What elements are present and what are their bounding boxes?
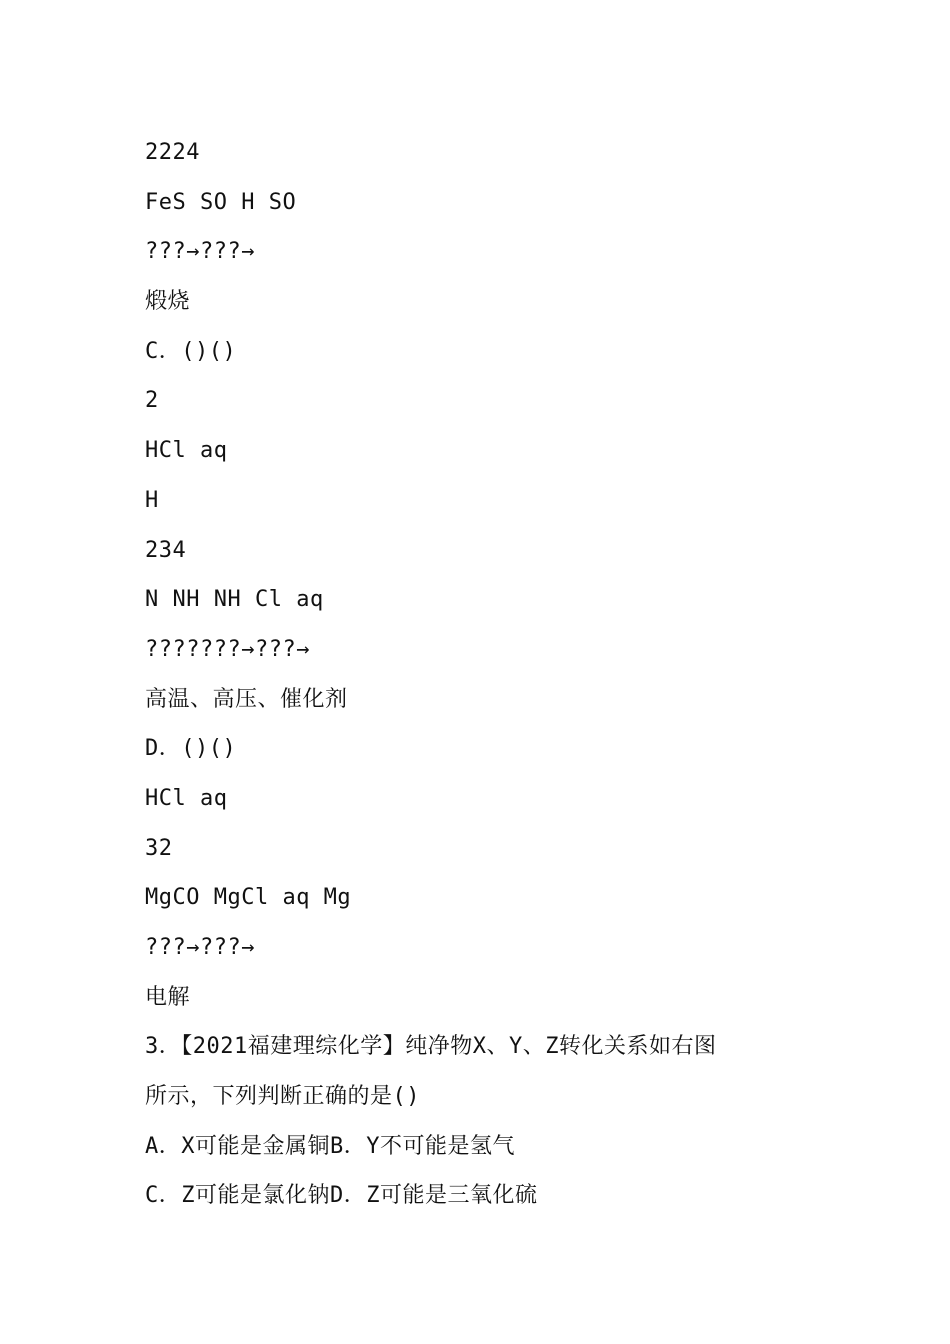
text-line: 2 <box>145 388 159 414</box>
text-line: HCl aq <box>145 438 228 464</box>
text-line: MgCO MgCl aq Mg <box>145 885 352 911</box>
text-line: 2224 <box>145 140 200 165</box>
text-line: H <box>145 487 159 513</box>
text-line: N NH NH Cl aq <box>145 587 324 613</box>
text-line: ???→???→ <box>145 239 255 265</box>
text-line: HCl aq <box>145 785 228 811</box>
text-line: ???????→???→ <box>145 636 310 662</box>
text-line: 高温、高压、催化剂 <box>145 686 348 712</box>
text-line: FeS SO H SO <box>145 189 297 215</box>
text-line: 电解 <box>145 984 191 1010</box>
option-line: A．X可能是金属铜B．Y不可能是氢气 <box>145 1133 515 1159</box>
text-line: D．()() <box>145 736 237 762</box>
option-line: C．Z可能是氯化钠D．Z可能是三氧化硫 <box>145 1183 538 1209</box>
question-line: 3．【2021福建理综化学】纯净物X、Y、Z转化关系如右图 <box>145 1034 717 1060</box>
text-line: 32 <box>145 835 173 861</box>
question-line: 所示，下列判断正确的是() <box>145 1084 420 1110</box>
text-line: ???→???→ <box>145 935 255 960</box>
text-line: C．()() <box>145 338 237 364</box>
document-body <box>145 128 845 1221</box>
text-line: 234 <box>145 537 187 563</box>
text-line: 煅烧 <box>145 289 191 315</box>
